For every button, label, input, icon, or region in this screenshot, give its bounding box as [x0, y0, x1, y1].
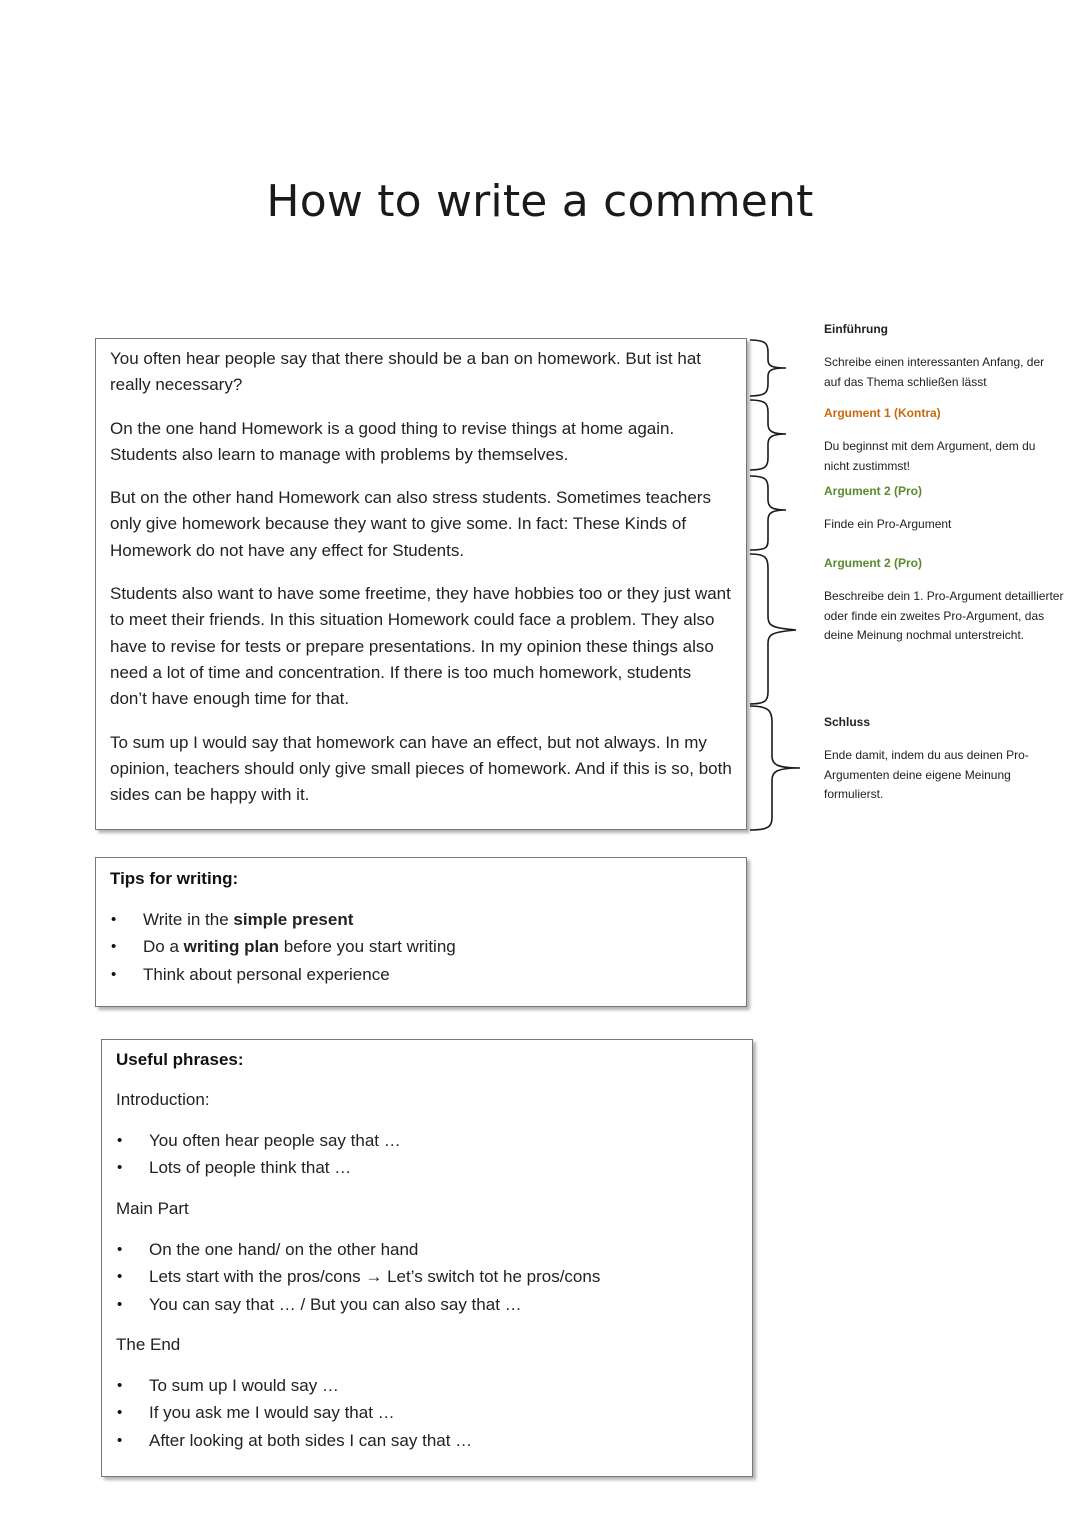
phrase-item: • After looking at both sides I can say that …	[116, 1427, 738, 1454]
brace-argument-1	[750, 400, 786, 470]
sidebar-label: Einführung	[824, 322, 888, 336]
phrase-item: • On the one hand/ on the other hand	[116, 1236, 738, 1263]
phrase-item: • If you ask me I would say that …	[116, 1399, 738, 1426]
main-part-phrases	[116, 1236, 738, 1318]
sidebar-section-einfuehrung	[824, 320, 1064, 392]
brace-argument-3	[750, 554, 796, 704]
introduction-label: Introduction:	[116, 1090, 210, 1109]
paragraph-argument-3: Students also want to have some freetime, they have hobbies too or they just want to meet their friends. In this situation Homework could face a problem. They also have to revise for tests or prepare presentations. In my opinion these things also need a lot of time and concentration. If there is too much homework, students don’t have enough time for that.	[110, 584, 731, 709]
phrase-item: • Lots of people think that …	[116, 1154, 738, 1181]
end-label: The End	[116, 1335, 181, 1355]
sidebar-section-schluss	[824, 713, 1064, 804]
tips-box	[95, 857, 747, 1007]
phrase-item: • You can say that … / But you can also say that …	[116, 1291, 738, 1318]
brace-conclusion	[750, 706, 800, 830]
paragraph-argument-1: On the one hand Homework is a good thing to revise things at home again. Students also learn to manage with problems by themselves.	[110, 418, 675, 464]
phrases-heading: Useful phrases:	[116, 1050, 244, 1069]
phrase-item: • You often hear people say that …	[116, 1127, 738, 1154]
paragraph-argument-2: But on the other hand Homework can also stress students. Sometimes teachers only give homework because they want to give some. In fact: These Kinds of Homework do not have any effect for Students.	[110, 488, 711, 560]
sidebar-label: Argument 2 (Pro)	[824, 556, 923, 570]
sidebar-section-argument-3	[824, 554, 1064, 645]
brace-introduction	[750, 340, 786, 396]
sidebar-desc: Schreibe einen interessanten Anfang, der auf das Thema schließen lässt	[824, 355, 1045, 389]
sidebar-desc: Beschreibe dein 1. Pro-Argument detaillierter oder finde ein zweites Pro-Argument, das deine Meinung nochmal unterstreicht.	[824, 589, 1064, 642]
sidebar-desc: Du beginnst mit dem Argument, dem du nicht zustimmst!	[824, 439, 1036, 473]
sidebar-label: Argument 2 (Pro)	[824, 484, 923, 498]
phrase-item: • To sum up I would say …	[116, 1372, 738, 1399]
useful-phrases-box	[101, 1039, 753, 1477]
main-part-label: Main Part	[116, 1198, 189, 1218]
tips-list	[110, 906, 732, 988]
sidebar-desc: Ende damit, indem du aus deinen Pro-Argumenten deine eigene Meinung formulierst.	[824, 748, 1029, 801]
page-title: How to write a comment	[266, 176, 814, 227]
tip-item: • Think about personal experience	[110, 961, 732, 988]
sidebar-label: Argument 1 (Kontra)	[824, 406, 941, 420]
end-phrases	[116, 1372, 738, 1454]
tips-heading: Tips for writing:	[110, 869, 239, 888]
paragraph-conclusion: To sum up I would say that homework can have an effect, but not always. In my opinion, teachers should only give small pieces of homework. And if this is so, both sides can be happy with it.	[110, 732, 732, 805]
sidebar-desc: Finde ein Pro-Argument	[824, 517, 952, 532]
paragraph-introduction: You often hear people say that there should be a ban on homework. But ist hat really necessary?	[110, 349, 701, 395]
sidebar-section-argument-1	[824, 404, 1064, 476]
sidebar-section-argument-2	[824, 482, 1064, 535]
sidebar-label: Schluss	[824, 715, 871, 729]
brace-argument-2	[750, 476, 786, 550]
tip-item: • Write in the simple present	[110, 906, 732, 933]
phrase-item: • Lets start with the pros/cons → Let’s switch tot he pros/cons	[116, 1263, 738, 1290]
introduction-phrases	[116, 1127, 738, 1182]
tip-item: • Do a writing plan before you start writing	[110, 933, 732, 960]
